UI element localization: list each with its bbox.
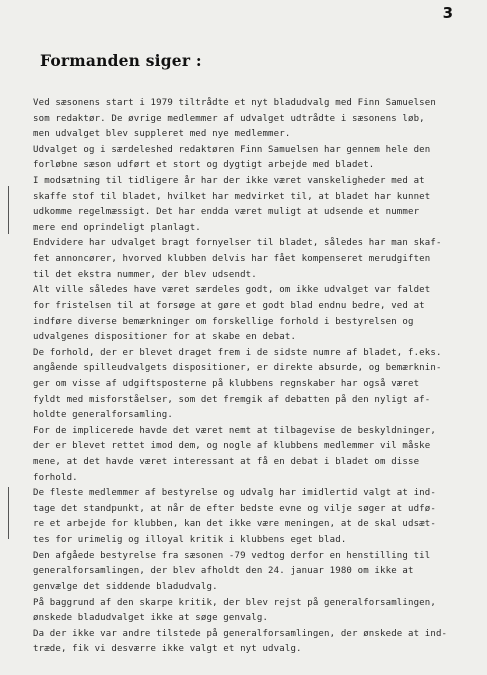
text-line: re et arbejde for klubben, kan det ikke være meningen, at de skal udsæt- xyxy=(33,519,436,530)
text-line: Alt ville således have været særdeles godt, om ikke udvalget var faldet xyxy=(33,285,431,296)
text-line: I modsætning til tidligere år har der ikke været vanskeligheder med at xyxy=(33,176,425,187)
text-line: træde, fik vi desværre ikke valgt et nyt udvalg. xyxy=(33,644,302,655)
text-line: generalforsamlingen, der blev afholdt den 24. januar 1980 om ikke at xyxy=(33,566,414,577)
text-line: tage det standpunkt, at når de efter bedste evne og vilje søger at udfø- xyxy=(33,503,436,514)
text-line: Da der ikke var andre tilstede på generalforsamlingen, der ønskede at ind- xyxy=(33,628,448,639)
text-line: udkomme regelmæssigt. Det har endda været muligt at udsende et nummer xyxy=(33,207,420,218)
text-line: ger om visse af udgiftsposterne på klubbens regnskaber har også været xyxy=(33,378,420,389)
text-line: Endvidere har udvalget bragt fornyelser til bladet, således har man skaf- xyxy=(33,238,442,249)
text-line: skaffe stof til bladet, hvilket har medvirket til, at bladet har kunnet xyxy=(33,191,431,202)
text-line: holdte generalforsamling. xyxy=(33,410,173,421)
text-line: udvalgenes dispositioner for at skabe en debat. xyxy=(33,332,297,343)
margin-mark-lower xyxy=(8,487,9,539)
article-heading: Formanden siger : xyxy=(40,51,202,70)
text-line: indføre diverse bemærkninger om forskellige forhold i bestyrelsen og xyxy=(33,316,414,327)
text-line: mere end oprindeligt planlagt. xyxy=(33,222,201,233)
text-line: som redaktør. De øvrige medlemmer af udvalget udtrådte i sæsonens løb, xyxy=(33,113,425,124)
text-line: Den afgåede bestyrelse fra sæsonen -79 vedtog derfor en henstilling til xyxy=(33,550,431,561)
text-line: fet annoncører, hvorved klubben delvis har fået kompenseret merudgiften xyxy=(33,254,431,265)
margin-mark-upper xyxy=(8,186,9,234)
article-body xyxy=(33,96,463,658)
text-line: tes for urimelig og illoyal kritik i klubbens eget blad. xyxy=(33,535,347,546)
text-line: På baggrund af den skarpe kritik, der blev rejst på generalforsamlingen, xyxy=(33,597,436,608)
text-line: forløbne sæson udført et stort og dygtigt arbejde med bladet. xyxy=(33,160,375,171)
text-line: angående spilleudvalgets dispositioner, er direkte absurde, og bemærknin- xyxy=(33,363,442,374)
text-line: De forhold, der er blevet draget frem i de sidste numre af bladet, f.eks. xyxy=(33,347,442,358)
text-line: For de implicerede havde det været nemt at tilbagevise de beskyldninger, xyxy=(33,425,436,436)
text-line: De fleste medlemmer af bestyrelse og udvalg har imidlertid valgt at ind- xyxy=(33,488,436,499)
text-line: forhold. xyxy=(33,472,78,483)
text-line: der er blevet rettet imod dem, og nogle af klubbens medlemmer vil måske xyxy=(33,441,431,452)
text-line: til det ekstra nummer, der blev udsendt. xyxy=(33,269,257,280)
text-line: Ved sæsonens start i 1979 tiltrådte et nyt bladudvalg med Finn Samuelsen xyxy=(33,98,436,108)
text-line: genvælge det siddende bladudvalg. xyxy=(33,581,218,592)
page-number: 3 xyxy=(442,4,453,22)
text-line: mene, at det havde været interessant at få en debat i bladet om disse xyxy=(33,457,420,468)
text-line: for fristelsen til at forsøge at gøre et godt blad endnu bedre, ved at xyxy=(33,300,425,311)
text-line: Udvalget og i særdeleshed redaktøren Finn Samuelsen har gennem hele den xyxy=(33,144,431,155)
text-line: men udvalget blev suppleret med nye medlemmer. xyxy=(33,129,291,140)
text-line: ønskede bladudvalget ikke at søge genvalg. xyxy=(33,613,269,624)
text-line: fyldt med misforståelser, som det fremgik af debatten på den nyligt af- xyxy=(33,394,431,405)
